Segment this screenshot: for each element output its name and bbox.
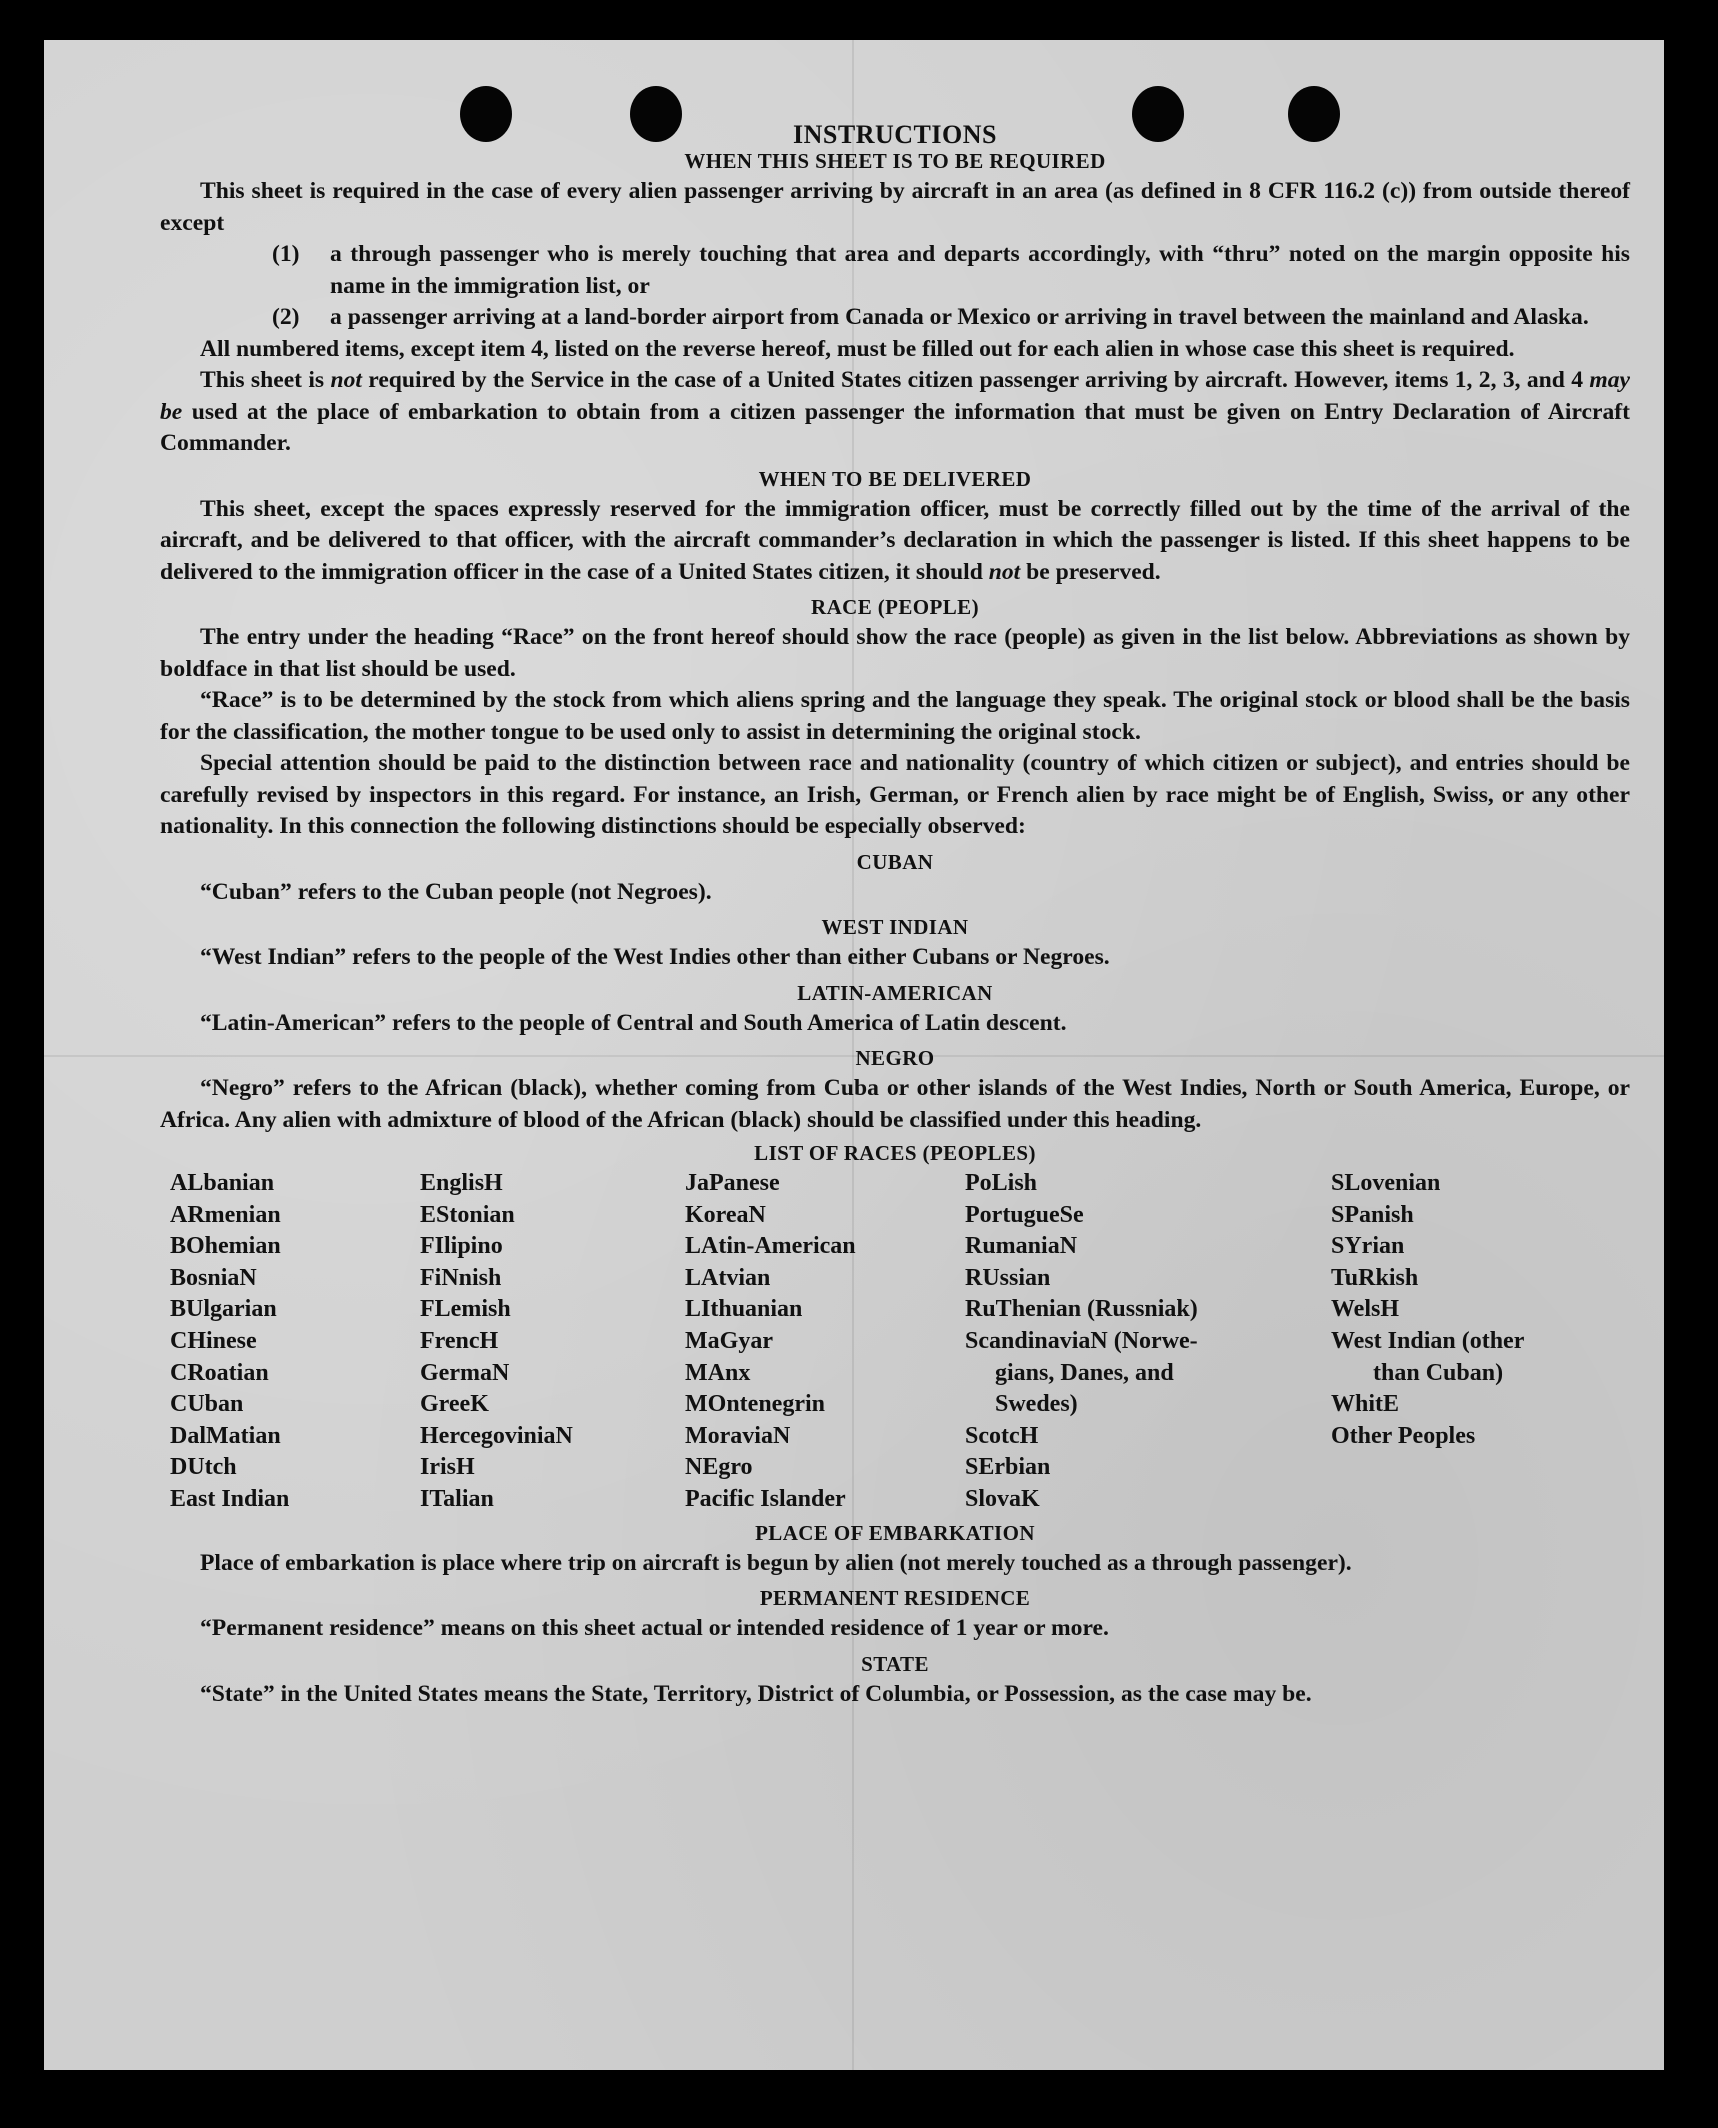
item-number: (1) (272, 241, 300, 267)
race-entry: FiNnish (420, 1264, 502, 1291)
race-entry: NEgro (685, 1454, 753, 1481)
heading-cuban: CUBAN (856, 849, 934, 874)
race-column (420, 1168, 685, 1516)
exception-item (272, 239, 1630, 302)
residence-paragraph: “Permanent residence” means on this sheet actual or intended residence of 1 year or more. (200, 1615, 1109, 1642)
definition-negro: “Negro” refers to the African (black), whether coming from Cuba or other islands of the West Indies, North or South America, Europe, or Africa. Any alien with admixture of blood of the African (black) should be classified under this heading. (160, 1075, 1630, 1133)
race-entry: CHinese (170, 1327, 257, 1354)
race-entry: ScandinaviaN (Norwe- (965, 1327, 1198, 1354)
race-entry: LAtin-American (685, 1233, 856, 1260)
race-entry: BOhemian (170, 1233, 281, 1260)
race-entry: MOntenegrin (685, 1391, 825, 1418)
race-entry: MaGyar (685, 1327, 773, 1354)
race-entry-continued: Swedes) (995, 1391, 1078, 1418)
race-entry: FIlipino (420, 1233, 503, 1260)
race-entry: SYrian (1331, 1233, 1405, 1260)
race-entry: WhitE (1331, 1391, 1400, 1418)
heading-state: STATE (861, 1651, 929, 1676)
document-sheet (44, 40, 1664, 2070)
heading-when-delivered: WHEN TO BE DELIVERED (758, 466, 1032, 491)
race-entry: MAnx (685, 1359, 751, 1386)
heading-race: RACE (PEOPLE) (811, 595, 979, 619)
race-entry: JaPanese (685, 1170, 780, 1196)
race-entry: SErbian (965, 1454, 1051, 1481)
heading-west-indian: WEST INDIAN (821, 915, 969, 939)
race-entry: RumaniaN (965, 1233, 1078, 1260)
numbered-items-paragraph: All numbered items, except item 4, listed on the reverse hereof, must be filled out for each alien in whose case this sheet is required. (200, 335, 1515, 362)
instructions-body (160, 118, 1630, 1710)
heading-negro: NEGRO (855, 1046, 935, 1070)
race-entry: MoraviaN (685, 1422, 791, 1449)
race-entry: WelsH (1331, 1296, 1400, 1323)
race-entry: EnglisH (420, 1170, 503, 1196)
race-entry: TuRkish (1331, 1264, 1419, 1291)
item-text: a passenger arriving at a land-border airport from Canada or Mexico or arriving in travel between the mainland and Alaska. (330, 304, 1589, 330)
race-entry: ITalian (420, 1485, 494, 1512)
exception-item (272, 302, 1630, 334)
item-number: (2) (272, 304, 300, 330)
race-paragraph: Special attention should be paid to the distinction between race and nationality (country of which citizen or subject), and entries should be carefully revised by inspectors in this regard. For instance, an Irish, German, or French alien by race might be of English, Swiss, or any other nationality. In this connection the following distinctions should be especially observed: (160, 750, 1630, 839)
race-entry: ARmenian (170, 1201, 281, 1228)
definition-cuban: “Cuban” refers to the Cuban people (not Negroes). (200, 878, 712, 905)
race-entry: BUlgarian (170, 1296, 277, 1323)
required-intro: This sheet is required in the case of every alien passenger arriving by aircraft in an area (as defined in 8 CFR 116.2 (c)) from outside thereof except (160, 178, 1630, 236)
race-entry: SPanish (1331, 1201, 1414, 1228)
race-entry: GermaN (420, 1359, 510, 1386)
race-entry: HercegoviniaN (420, 1422, 573, 1449)
race-entry: SlovaK (965, 1485, 1040, 1512)
race-entry: KoreaN (685, 1201, 766, 1228)
race-paragraph: “Race” is to be determined by the stock from which aliens spring and the language they speak. The original stock or blood shall be the basis for the classification, the mother tongue to be used only to assist in determining the original stock. (160, 687, 1630, 745)
definition-west-indian: “West Indian” refers to the people of the West Indies other than either Cubans or Negroes. (200, 944, 1110, 970)
race-entry: East Indian (170, 1485, 290, 1512)
race-entry: DalMatian (170, 1422, 281, 1449)
race-entry: West Indian (other (1331, 1327, 1525, 1354)
race-entry: IrisH (420, 1454, 475, 1481)
item-text: a through passenger who is merely touching that area and departs accordingly, with “thru” noted on the margin opposite his name in the immigration list, or (330, 241, 1630, 299)
embarkation-paragraph: Place of embarkation is place where trip on aircraft is begun by alien (not merely touched as a through passenger). (200, 1549, 1352, 1576)
race-entry: Other Peoples (1331, 1422, 1476, 1449)
race-paragraph: The entry under the heading “Race” on the front hereof should show the race (people) as given in the list below. Abbreviations as shown by boldface in that list should be used. (160, 624, 1630, 682)
heading-permanent-residence: PERMANENT RESIDENCE (759, 1586, 1031, 1611)
heading-latin-american: LATIN-AMERICAN (797, 980, 993, 1005)
race-entry: FLemish (420, 1296, 511, 1323)
race-entry: ScotcH (965, 1422, 1039, 1449)
race-column (685, 1168, 965, 1516)
page-title: INSTRUCTIONS (793, 120, 997, 149)
race-entry-continued: than Cuban) (1373, 1359, 1504, 1386)
heading-place-of-embarkation: PLACE OF EMBARKATION (755, 1520, 1035, 1545)
race-entry: Pacific Islander (685, 1485, 846, 1512)
race-entry: ALbanian (170, 1170, 275, 1196)
race-entry: DUtch (170, 1454, 237, 1481)
race-entry-continued: gians, Danes, and (995, 1359, 1174, 1386)
heading-list-of-races: LIST OF RACES (PEOPLES) (754, 1141, 1036, 1165)
race-entry: CUban (170, 1391, 244, 1418)
delivered-paragraph: This sheet, except the spaces expressly reserved for the immigration officer, must be correctly filled out by the time of the arrival of the aircraft, and be delivered to that officer, with the aircraft commander’s declaration in which the passenger is listed. If this sheet happens to be delivered to the immigration officer in the case of a United States citizen, it should not be preserved. (160, 495, 1630, 585)
race-entry: GreeK (420, 1391, 489, 1418)
race-entry: RuThenian (Russniak) (965, 1296, 1198, 1323)
race-entry: SLovenian (1331, 1170, 1441, 1196)
definition-latin-american: “Latin-American” refers to the people of Central and South America of Latin descent. (200, 1009, 1067, 1036)
heading-when-required: WHEN THIS SHEET IS TO BE REQUIRED (684, 149, 1106, 173)
race-entry: BosniaN (170, 1264, 257, 1291)
citizen-paragraph: This sheet is not required by the Service in the case of a United States citizen passenger arriving by aircraft. However, items 1, 2, 3, and 4 may be used at the place of embarkation to obtain from a citizen passenger the information that must be given on Entry Declaration of Aircraft Commander. (160, 367, 1630, 456)
race-entry: FrencH (420, 1327, 499, 1354)
race-list (170, 1168, 1630, 1516)
race-entry: LIthuanian (685, 1296, 803, 1323)
race-column (965, 1168, 1331, 1516)
race-entry: RUssian (965, 1264, 1051, 1291)
state-paragraph: “State” in the United States means the State, Territory, District of Columbia, or Possession, as the case may be. (200, 1680, 1312, 1707)
race-entry: PortugueSe (965, 1201, 1084, 1228)
race-entry: LAtvian (685, 1264, 771, 1291)
race-entry: EStonian (420, 1201, 515, 1228)
race-column (1331, 1168, 1591, 1516)
race-entry: PoLish (965, 1170, 1038, 1196)
race-entry: CRoatian (170, 1359, 269, 1386)
race-column (170, 1168, 420, 1516)
